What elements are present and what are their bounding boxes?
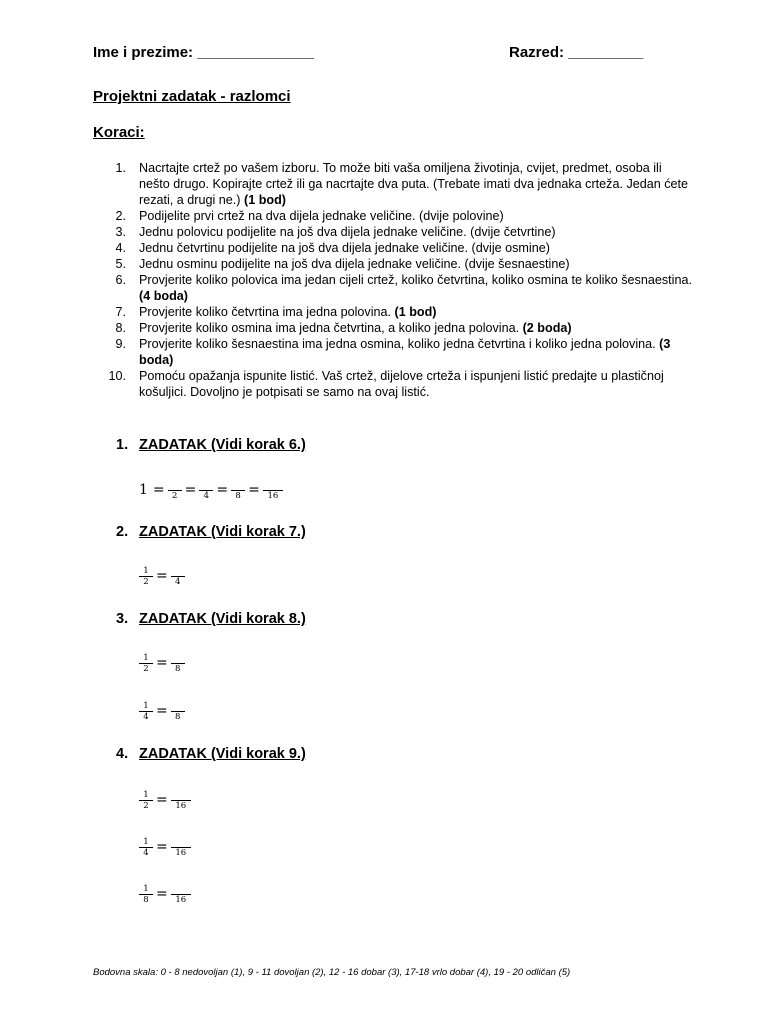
step-text: Provjerite koliko šesnaestina ima jedna osmina, koliko jedna četvrtina i koliko jedna polovina.	[139, 337, 660, 351]
step-item	[93, 304, 693, 320]
step-number: 3.	[115, 225, 126, 239]
fraction-blank[interactable]: 16	[171, 790, 191, 811]
step-number: 9.	[115, 337, 126, 351]
task-number: 1.	[116, 437, 129, 453]
equation-task1	[139, 476, 283, 504]
fraction: $\frac{1}{2}$	[139, 653, 153, 674]
equation-task4-c	[139, 880, 191, 908]
fraction: $\frac{1}{2}$	[139, 566, 153, 587]
fraction: $\frac{1}{4}$	[139, 701, 153, 722]
step-text: Provjerite koliko osmina ima jedna četvrtina, a koliko jedna polovina.	[139, 321, 523, 335]
step-text: Jednu četvrtinu podijelite na još dva dijela jednake veličine. (dvije osmine)	[139, 241, 550, 255]
step-item	[93, 224, 693, 240]
step-points: (3 boda)	[139, 337, 671, 367]
equals-sign: =	[156, 703, 168, 719]
equation-task2	[139, 562, 185, 590]
step-text: Podijelite prvi crtež na dva dijela jednake veličine. (dvije polovine)	[139, 209, 504, 223]
fraction-blank[interactable]: 4	[171, 566, 185, 587]
step-item	[93, 160, 693, 208]
equals-sign: =	[248, 482, 260, 498]
page-title: Projektni zadatak - razlomci	[93, 88, 291, 105]
task-title: ZADATAK (Vidi korak 6.)	[139, 437, 306, 453]
equals-sign: =	[156, 792, 168, 808]
step-number: 8.	[115, 321, 126, 335]
equals-sign: =	[216, 482, 229, 498]
equals-sign: =	[152, 482, 165, 498]
step-points: (4 boda)	[139, 289, 188, 303]
equals-sign: =	[156, 655, 168, 671]
equation-task4-a	[139, 786, 191, 814]
equals-sign: =	[184, 482, 197, 498]
step-item	[93, 272, 693, 304]
step-number: 6.	[115, 273, 126, 287]
task-heading	[116, 524, 306, 540]
fraction-blank[interactable]: 8	[231, 480, 245, 501]
whole-number: 1	[139, 482, 148, 498]
fraction-blank[interactable]: 8	[171, 653, 185, 674]
equals-sign: =	[156, 568, 168, 584]
step-points: (2 boda)	[522, 321, 572, 335]
grading-scale-footer: Bodovna skala: 0 - 8 nedovoljan (1), 9 - 11 dovoljan (2), 12 - 16 dobar (3), 17-18 vrlo dobar (4), 19 - 20 odličan (5)	[93, 967, 571, 978]
equals-sign: =	[156, 839, 168, 855]
fraction-blank[interactable]: 2	[168, 480, 182, 501]
class-field: Razred: _________	[509, 44, 644, 61]
step-number: 4.	[115, 241, 126, 255]
task-title: ZADATAK (Vidi korak 8.)	[139, 611, 306, 627]
step-points: (1 bod)	[244, 193, 286, 207]
step-item	[93, 208, 693, 224]
step-item	[93, 368, 693, 400]
step-item	[93, 336, 693, 368]
task-title: ZADATAK (Vidi korak 7.)	[139, 524, 306, 540]
equation-task4-b	[139, 833, 191, 861]
fraction: $\frac{1}{4}$	[139, 837, 153, 858]
step-points: (1 bod)	[394, 305, 437, 319]
task-heading	[116, 746, 306, 762]
equation-task3-b	[139, 697, 185, 725]
task-heading	[116, 437, 306, 453]
task-number: 3.	[116, 611, 129, 627]
fraction-blank[interactable]: 16	[171, 837, 191, 858]
step-number: 7.	[115, 305, 126, 319]
fraction-blank[interactable]: 4	[199, 480, 213, 501]
step-number: 10.	[108, 369, 126, 383]
steps-heading: Koraci:	[93, 124, 145, 141]
fraction-blank[interactable]: 16	[171, 884, 191, 905]
task-number: 2.	[116, 524, 129, 540]
fraction: $\frac{1}{2}$	[139, 790, 153, 811]
fraction: $\frac{1}{8}$	[139, 884, 153, 905]
fraction-blank[interactable]: 16	[263, 480, 283, 501]
step-text: Pomoću opažanja ispunite listić. Vaš crtež, dijelove crteža i ispunjeni listić predajte u plastičnoj košuljici. Dovoljno je potpisati se samo na ovaj listić.	[139, 369, 664, 399]
step-number: 2.	[115, 209, 126, 223]
step-text: Jednu polovicu podijelite na još dva dijela jednake veličine. (dvije četvrtine)	[139, 225, 556, 239]
task-heading	[116, 611, 306, 627]
step-text: Nacrtajte crtež po vašem izboru. To može biti vaša omiljena životinja, cvijet, predmet, osoba ili nešto drugo. Kopirajte crtež ili ga nacrtajte dva puta. (Trebate imati dva jednaka crteža. Jedan ćete rezati, a drugi ne.)	[139, 161, 689, 207]
equals-sign: =	[156, 886, 168, 902]
fraction-blank[interactable]: 8	[171, 701, 185, 722]
student-name-field: Ime i prezime: ______________	[93, 44, 314, 61]
step-text: Provjerite koliko četvrtina ima jedna polovina.	[139, 305, 395, 319]
task-number: 4.	[116, 746, 129, 762]
step-item	[93, 240, 693, 256]
task-title: ZADATAK (Vidi korak 9.)	[139, 746, 306, 762]
step-number: 5.	[115, 257, 126, 271]
step-item	[93, 320, 693, 336]
step-item	[93, 256, 693, 272]
step-text: Jednu osminu podijelite na još dva dijela jednake veličine. (dvije šesnaestine)	[139, 257, 570, 271]
step-number: 1.	[115, 161, 126, 175]
step-text: Provjerite koliko polovica ima jedan cijeli crtež, koliko četvrtina, koliko osmina te koliko šesnaestina.	[139, 273, 692, 287]
steps-list	[93, 160, 693, 400]
equation-task3-a	[139, 649, 185, 677]
